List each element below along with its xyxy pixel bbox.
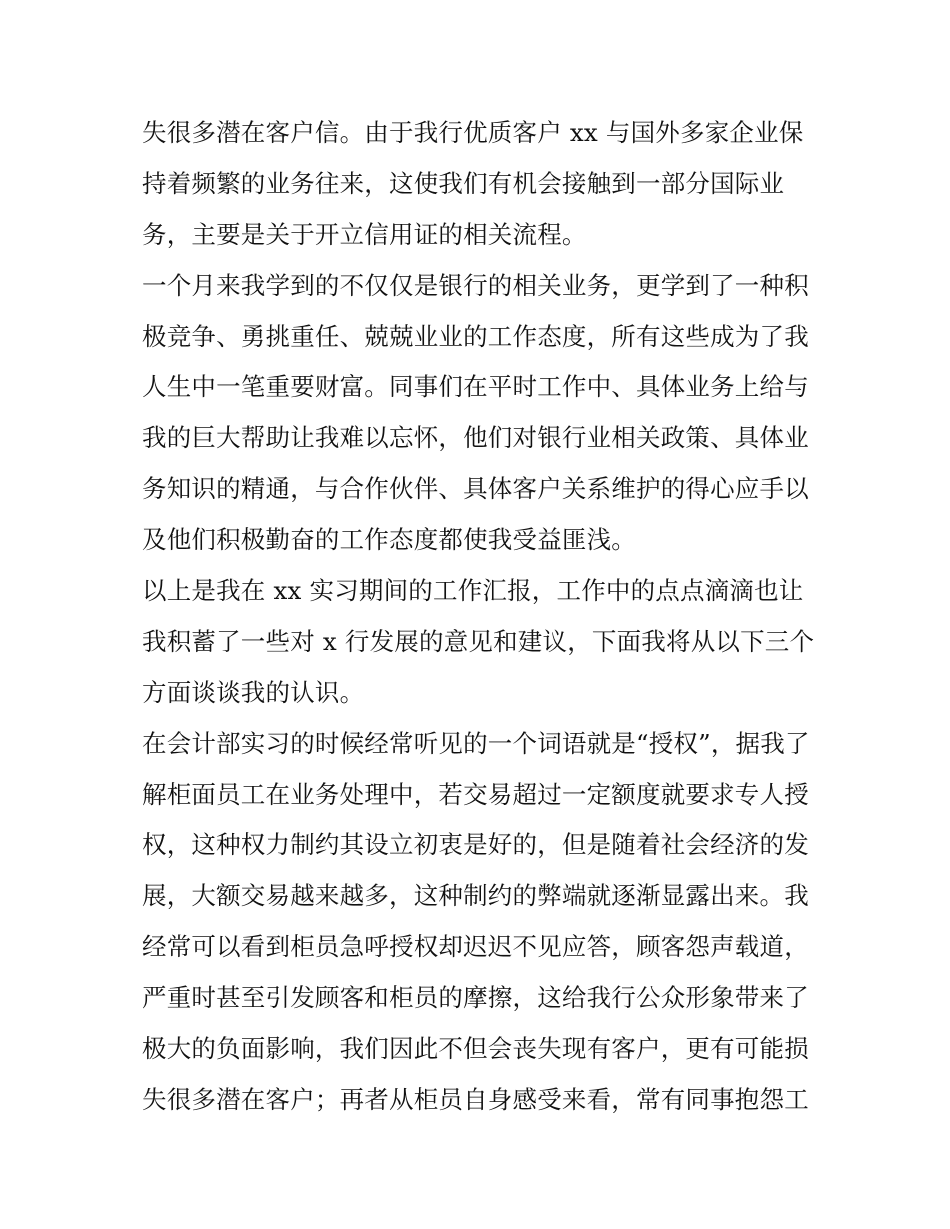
body-text — [142, 108, 814, 1126]
text-line: 展，大额交易越来越多，这种制约的弊端就逐渐显露出来。我 — [142, 881, 809, 911]
text-line: 及他们积极勤奋的工作态度都使我受益匪浅。 — [142, 525, 636, 555]
text-line: 失很多潜在客户信。由于我行优质客户 xx 与国外多家企业保 — [142, 118, 804, 147]
text-line: 权，这种权力制约其设立初衷是好的，但是随着社会经济的发 — [142, 830, 809, 860]
text-line: 持着频繁的业务往来，这使我们有机会接触到一部分国际业 — [142, 168, 785, 198]
text-line: 务，主要是关于开立信用证的相关流程。 — [142, 219, 587, 249]
text-line: 我的巨大帮助让我难以忘怀，他们对银行业相关政策、具体业 — [142, 423, 809, 453]
text-line: 人生中一笔重要财富。同事们在平时工作中、具体业务上给与 — [142, 372, 809, 402]
text-line: 在会计部实习的时候经常听见的一个词语就是“授权”，据我了 — [142, 728, 810, 758]
text-line: 解柜面员工在业务处理中，若交易超过一定额度就要求专人授 — [142, 779, 809, 809]
text-line: 一个月来我学到的不仅仅是银行的相关业务，更学到了一种积 — [142, 270, 809, 300]
text-line: 经常可以看到柜员急呼授权却迟迟不见应答，顾客怨声载道， — [142, 932, 809, 962]
text-line: 务知识的精通，与合作伙伴、具体客户关系维护的得心应手以 — [142, 474, 809, 504]
text-line: 我积蓄了一些对 x 行发展的意见和建议，下面我将从以下三个 — [142, 626, 815, 656]
text-line: 严重时甚至引发顾客和柜员的摩擦，这给我行公众形象带来了 — [142, 983, 809, 1013]
text-line: 极大的负面影响，我们因此不但会丧失现有客户，更有可能损 — [142, 1034, 809, 1064]
text-line: 失很多潜在客户；再者从柜员自身感受来看，常有同事抱怨工 — [142, 1084, 809, 1114]
text-line: 方面谈谈我的认识。 — [142, 677, 365, 707]
text-line: 极竞争、勇挑重任、兢兢业业的工作态度，所有这些成为了我 — [142, 321, 809, 351]
text-line: 以上是我在 xx 实习期间的工作汇报，工作中的点点滴滴也让 — [142, 576, 804, 606]
